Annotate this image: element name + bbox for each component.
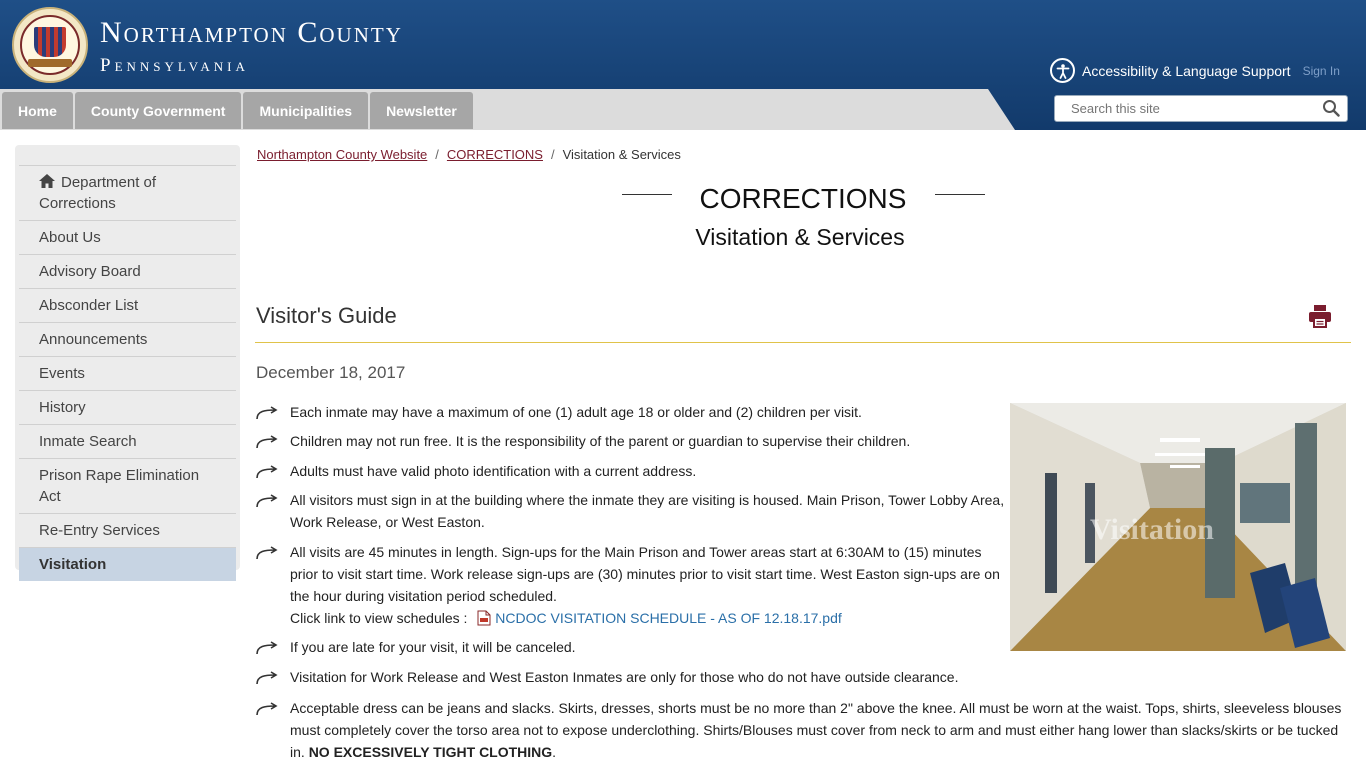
nav-newsletter[interactable]: Newsletter [370, 92, 473, 129]
sidebar-item-about-us[interactable]: About Us [19, 220, 236, 254]
accessibility-icon[interactable] [1050, 58, 1075, 83]
arrow-bullet-icon [255, 671, 279, 685]
list-item: Adults must have valid photo identification with a current address. [255, 460, 1007, 482]
photo-watermark-text: Visitation [1090, 513, 1214, 546]
home-icon [39, 174, 55, 188]
post-date: December 18, 2017 [256, 363, 406, 382]
pdf-file-icon[interactable] [477, 610, 491, 626]
breadcrumb-separator: / [550, 147, 555, 162]
seal-base [28, 59, 72, 67]
list-item: Acceptable dress can be jeans and slacks. Skirts, dresses, shorts must be no more than 2" above the knee. All must be worn at the waist. Tops, shirts, sleeveless blouses must completely cover the torso area not to expose underclothing. Shirts/Blouses must cover from neck to arm and must either hang lower than slacks/skirts or be tucked in. NO EXCESSIVELY TIGHT CLOTHING. [255, 697, 1350, 763]
dress-code-emphasis: NO EXCESSIVELY TIGHT CLOTHING [308, 744, 553, 760]
visitation-schedule-pdf-link[interactable]: NCDOC VISITATION SCHEDULE - AS OF 12.18.17.pdf [495, 610, 842, 626]
nav-municipalities[interactable]: Municipalities [243, 92, 368, 129]
seal-shield [34, 27, 66, 57]
sidebar-item-advisory-board[interactable]: Advisory Board [19, 254, 236, 288]
section-title: Visitor's Guide [256, 303, 397, 328]
sidebar-item-department-of-corrections[interactable] [19, 165, 236, 220]
sidebar-item-announcements[interactable]: Announcements [19, 322, 236, 356]
breadcrumb-link-county-website[interactable]: Northampton County Website [257, 147, 428, 162]
print-icon[interactable] [1308, 304, 1332, 328]
list-item: All visitors must sign in at the building where the inmate they are visiting is housed. Main Prison, Tower Lobby Area, Work Release, or West Easton. [255, 489, 1007, 533]
arrow-bullet-icon [255, 465, 279, 479]
site-title[interactable]: Northampton County [100, 16, 403, 49]
sidebar-item-re-entry-services[interactable]: Re-Entry Services [19, 513, 236, 547]
arrow-bullet-icon [255, 702, 279, 716]
arrow-bullet-icon [255, 435, 279, 449]
main-nav [2, 92, 475, 129]
arrow-bullet-icon [255, 546, 279, 560]
breadcrumb-current: Visitation & Services [562, 147, 681, 162]
list-item: If you are late for your visit, it will be canceled. [255, 636, 1007, 658]
search-icon[interactable] [1322, 99, 1340, 117]
sidebar-item-absconder-list[interactable]: Absconder List [19, 288, 236, 322]
list-item: All visits are 45 minutes in length. Sign-ups for the Main Prison and Tower areas start at 6:30AM to (15) minutes prior to visit start time. Work release sign-ups are (30) minutes prior to visit start time. West Easton sign-ups are on the hour during visitation period scheduled. Click link to view schedules : NCDOC VISITATION SCHEDULE - AS OF 12.18.17.pdf [255, 541, 1007, 629]
sidebar-item-history[interactable]: History [19, 390, 236, 424]
title-rule-right [935, 194, 985, 195]
sign-in-link[interactable]: Sign In [1302, 63, 1340, 78]
arrow-bullet-icon [255, 641, 279, 655]
sidebar-item-prison-rape-elimination-act[interactable]: Prison Rape Elimination Act [19, 458, 236, 513]
sidebar-item-label: Department of Corrections [39, 174, 157, 212]
nav-county-government[interactable]: County Government [75, 92, 242, 129]
sidebar-nav [15, 145, 240, 573]
accessibility-control[interactable] [1050, 58, 1340, 83]
section-divider [255, 342, 1351, 343]
list-item: Children may not run free. It is the responsibility of the parent or guardian to supervise their children. [255, 430, 1007, 452]
county-seal-logo[interactable] [12, 7, 88, 83]
breadcrumb [257, 147, 681, 162]
site-subtitle: Pennsylvania [100, 55, 249, 76]
page-subtitle: Visitation & Services [695, 224, 905, 250]
list-item: Visitation for Work Release and West Easton Inmates are only for those who do not have outside clearance. [255, 666, 1350, 688]
sidebar-item-events[interactable]: Events [19, 356, 236, 390]
nav-home[interactable]: Home [2, 92, 73, 129]
department-title: CORRECTIONS [699, 183, 907, 214]
site-search [1054, 95, 1348, 122]
accessibility-link[interactable]: Accessibility & Language Support [1082, 62, 1291, 79]
sidebar-item-visitation[interactable]: Visitation [19, 547, 236, 581]
breadcrumb-separator: / [435, 147, 439, 162]
sidebar-item-inmate-search[interactable]: Inmate Search [19, 424, 236, 458]
arrow-bullet-icon [255, 406, 279, 420]
breadcrumb-link-corrections[interactable]: CORRECTIONS [446, 147, 543, 162]
schedule-prefix: Click link to view schedules : [290, 610, 468, 626]
visitor-guide-list [255, 400, 1350, 763]
search-input[interactable] [1071, 96, 1321, 121]
arrow-bullet-icon [255, 494, 279, 508]
list-item: Each inmate may have a maximum of one (1) adult age 18 or older and (2) children per visit. [255, 401, 1007, 423]
